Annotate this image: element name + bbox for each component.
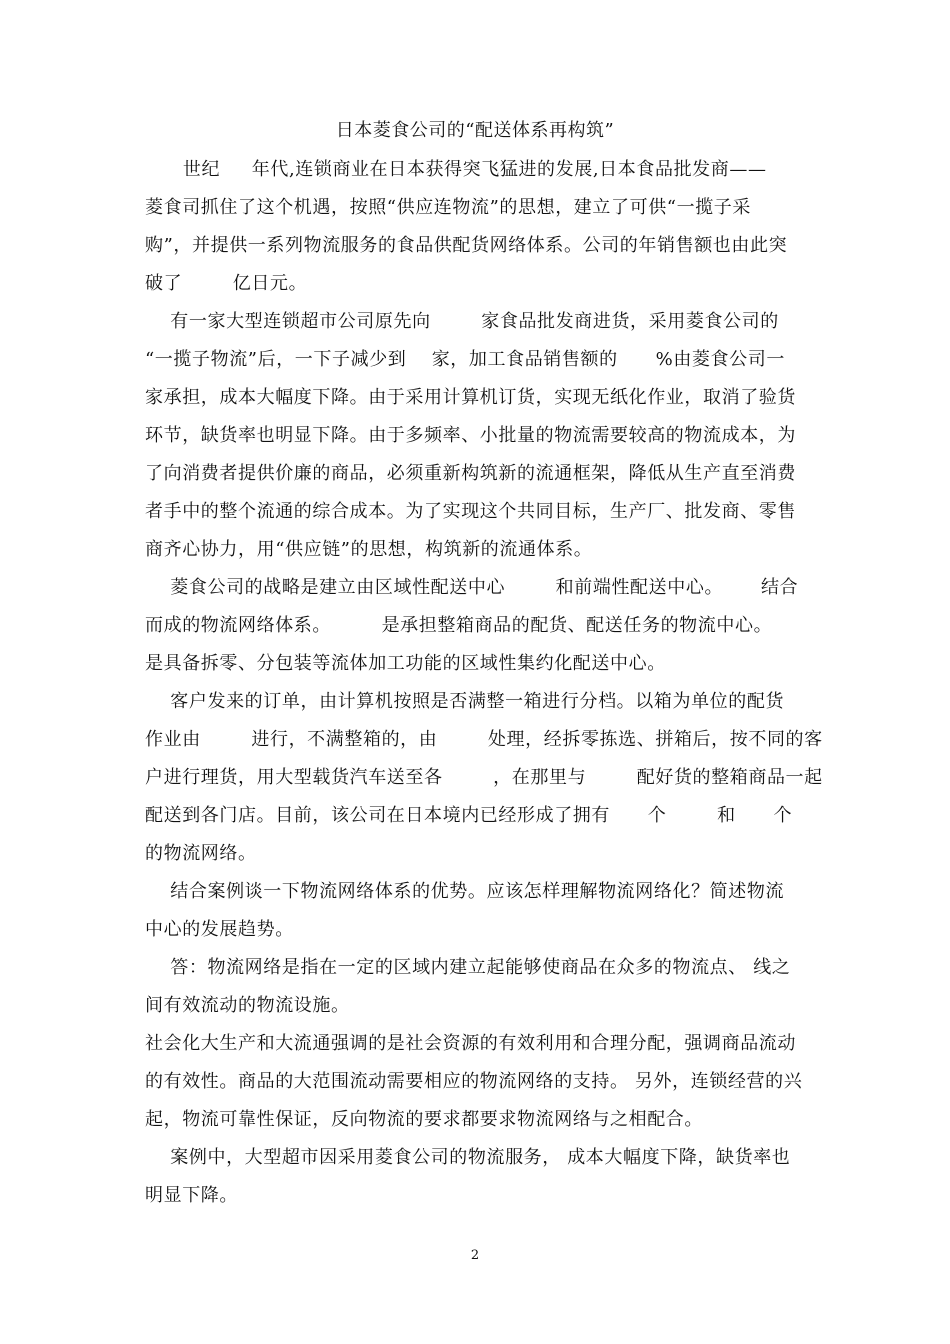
text-line: 客户发来的订单，由计算机按照是否满整一箱进行分档。以箱为单位的配货 bbox=[145, 691, 785, 712]
text-line: 破了 亿日元。 bbox=[145, 273, 308, 294]
text-line: 明显下降。 bbox=[145, 1185, 238, 1206]
text-line: 环节，缺货率也明显下降。由于多频率、小批量的物流需要较高的物流成本，为 bbox=[145, 425, 796, 446]
text-line: 者手中的整个流通的综合成本。为了实现这个共同目标，生产厂、批发商、零售 bbox=[145, 501, 796, 522]
text-line: 的物流网络。 bbox=[145, 843, 257, 864]
text-line: 结合案例谈一下物流网络体系的优势。应该怎样理解物流网络化？简述物流 bbox=[145, 881, 785, 902]
text-line: 社会化大生产和大流通强调的是社会资源的有效利用和合理分配，强调商品流动 bbox=[145, 1033, 796, 1054]
text-line: 商齐心协力，用“供应链”的思想，构筑新的流通体系。 bbox=[145, 539, 593, 560]
text-line: “一揽子物流”后，一下子减少到 家，加工食品销售额的 %由菱食公司一 bbox=[145, 349, 785, 370]
text-line: 答：物流网络是指在一定的区域内建立起能够使商品在众多的物流点、 线之 bbox=[145, 957, 791, 978]
text-line: 起，物流可靠性保证，反向物流的要求都要求物流网络与之相配合。 bbox=[145, 1109, 703, 1130]
text-line: 中心的发展趋势。 bbox=[145, 919, 294, 940]
text-line: 菱食公司的战略是建立由区域性配送中心 和前端性配送中心。 结合 bbox=[145, 577, 799, 598]
text-line: 的有效性。商品的大范围流动需要相应的物流网络的支持。 另外，连锁经营的兴 bbox=[145, 1071, 803, 1092]
text-line: 户进行理货，用大型载货汽车送至各 ，在那里与 配好货的整箱商品一起 bbox=[145, 767, 823, 788]
document-title: 日本菱食公司的“配送体系再构筑” bbox=[335, 120, 615, 141]
text-line: 案例中，大型超市因采用菱食公司的物流服务， 成本大幅度下降，缺货率也 bbox=[145, 1147, 791, 1168]
text-line: 作业由 进行，不满整箱的，由 处理，经拆零拣选、拼箱后，按不同的客 bbox=[145, 729, 823, 750]
text-line: 了向消费者提供价廉的商品，必须重新构筑新的流通框架，降低从生产直至消费 bbox=[145, 463, 796, 484]
text-line: 购”，并提供一系列物流服务的食品供配货网络体系。公司的年销售额也由此突 bbox=[145, 235, 788, 256]
text-line: 家承担，成本大幅度下降。由于采用计算机订货，实现无纸化作业，取消了验货 bbox=[145, 387, 796, 408]
text-line: 有一家大型连锁超市公司原先向 家食品批发商进货，采用菱食公司的 bbox=[145, 311, 779, 332]
text-line: 菱食司抓住了这个机遇，按照“供应连物流”的思想，建立了可供“一揽子采 bbox=[145, 197, 752, 218]
text-line: 世纪 年代,连锁商业在日本获得突飞猛进的发展,日本食品批发商—— bbox=[145, 159, 767, 180]
text-line: 间有效流动的物流设施。 bbox=[145, 995, 350, 1016]
text-line: 配送到各门店。目前，该公司在日本境内已经形成了拥有 个 和 个 bbox=[145, 805, 793, 826]
page-number: 2 bbox=[470, 1248, 480, 1263]
text-line: 而成的物流网络体系。 是承担整箱商品的配货、配送任务的物流中心。 bbox=[145, 615, 773, 636]
text-line: 是具备拆零、分包装等流体加工功能的区域性集约化配送中心。 bbox=[145, 653, 666, 674]
